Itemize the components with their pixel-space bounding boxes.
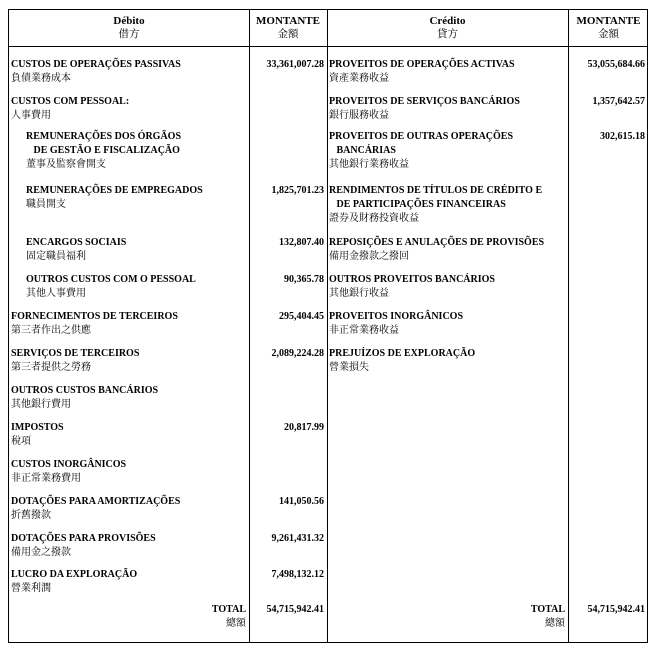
debit-item-label: LUCRO DA EXPLORAÇÃO bbox=[11, 569, 138, 580]
debit-item-label: OUTROS CUSTOS BANCÁRIOS bbox=[11, 385, 159, 396]
credit-item-label: PROVEITOS DE SERVIÇOS BANCÁRIOS bbox=[329, 96, 520, 107]
debit-item-label-zh: 負債業務成本 bbox=[11, 73, 71, 84]
debit-amount: 2,089,224.28 bbox=[271, 348, 324, 359]
amount-right-header bbox=[568, 15, 649, 41]
debit-item-label-zh: 職員開支 bbox=[26, 199, 66, 210]
debit-amount: 141,050.56 bbox=[279, 496, 324, 507]
debit-header bbox=[9, 15, 249, 41]
debit-item bbox=[11, 532, 156, 560]
credit-item-label-zh: 其他銀行業務收益 bbox=[329, 159, 409, 170]
debit-item-label-zh: 第三者提供之勞務 bbox=[11, 362, 91, 373]
amount-right-header-zh: 金額 bbox=[598, 29, 619, 40]
credit-item bbox=[329, 95, 520, 123]
credit-header-zh: 貸方 bbox=[437, 29, 458, 40]
debit-item bbox=[26, 236, 126, 264]
amount-right-header-pt: MONTANTE bbox=[576, 15, 641, 27]
debit-item-label-zh: 非正常業務費用 bbox=[11, 473, 81, 484]
debit-amount: 90,365.78 bbox=[284, 274, 324, 285]
total-label-pt: TOTAL bbox=[211, 604, 246, 615]
debit-item-label: CUSTOS COM PESSOAL: bbox=[11, 96, 130, 107]
debit-item-label: CUSTOS DE OPERAÇÕES PASSIVAS bbox=[11, 59, 181, 70]
credit-item-label: PREJUÍZOS DE EXPLORAÇÃO bbox=[329, 348, 476, 359]
credit-amount: 53,055,684.66 bbox=[587, 59, 645, 70]
debit-item-label: DOTAÇÕES PARA PROVISÕES bbox=[11, 533, 156, 544]
debit-item-label-zh: 稅項 bbox=[11, 436, 31, 447]
credit-item-label-zh: 營業損失 bbox=[329, 362, 369, 373]
debit-total-label bbox=[159, 603, 246, 631]
credit-item bbox=[329, 347, 475, 375]
debit-item-label-zh: 第三者作出之供應 bbox=[11, 325, 91, 336]
total-label-zh: 總額 bbox=[545, 618, 565, 629]
profit-loss-table bbox=[8, 9, 648, 643]
debit-item bbox=[11, 310, 178, 338]
debit-item-label-zh: 其他人事費用 bbox=[26, 288, 86, 299]
debit-amount: 33,361,007.28 bbox=[266, 59, 324, 70]
debit-amount: 7,498,132.12 bbox=[271, 569, 324, 580]
amount-left-header bbox=[249, 15, 327, 41]
debit-item-label: ENCARGOS SOCIAIS bbox=[26, 237, 127, 248]
header-divider bbox=[9, 46, 647, 47]
credit-amount: 1,357,642.57 bbox=[592, 96, 645, 107]
column-divider bbox=[327, 10, 328, 642]
debit-item-label: OUTROS CUSTOS COM O PESSOAL bbox=[26, 274, 196, 285]
debit-amount: 132,807.40 bbox=[279, 237, 324, 248]
credit-item-label: PROVEITOS DE OUTRAS OPERAÇÕES BANCÁRIAS bbox=[329, 131, 514, 156]
debit-item-label: REMUNERAÇÕES DOS ÓRGÃOS DE GESTÃO E FISCALIZAÇÃO bbox=[26, 131, 182, 156]
credit-item bbox=[329, 184, 542, 226]
credit-item-label-zh: 非正常業務收益 bbox=[329, 325, 399, 336]
debit-item-label-zh: 折舊撥款 bbox=[11, 510, 51, 521]
credit-item-label-zh: 證券及財務投資收益 bbox=[329, 213, 419, 224]
debit-amount: 9,261,431.32 bbox=[271, 533, 324, 544]
credit-item bbox=[329, 130, 513, 172]
amount-left-header-zh: 金額 bbox=[277, 29, 299, 40]
debit-item-label: FORNECIMENTOS DE TERCEIROS bbox=[11, 311, 178, 322]
credit-item-label: PROVEITOS INORGÂNICOS bbox=[329, 311, 464, 322]
credit-item bbox=[329, 310, 463, 338]
debit-item bbox=[11, 384, 158, 412]
credit-header bbox=[327, 15, 568, 41]
debit-item-label-zh: 備用金之撥款 bbox=[11, 547, 71, 558]
debit-item-label-zh: 人事費用 bbox=[11, 110, 51, 121]
credit-item-label: OUTROS PROVEITOS BANCÁRIOS bbox=[329, 274, 495, 285]
debit-item-label: SERVIÇOS DE TERCEIROS bbox=[11, 348, 140, 359]
credit-item bbox=[329, 273, 495, 301]
total-label-zh: 總額 bbox=[226, 618, 246, 629]
amount-left-header-pt: MONTANTE bbox=[256, 15, 320, 27]
credit-item-label-zh: 其他銀行收益 bbox=[329, 288, 389, 299]
debit-item bbox=[11, 495, 180, 523]
debit-item bbox=[26, 130, 181, 172]
credit-item-label: PROVEITOS DE OPERAÇÕES ACTIVAS bbox=[329, 59, 515, 70]
debit-item-label-zh: 固定職員福利 bbox=[26, 251, 86, 262]
debit-item bbox=[26, 184, 203, 212]
credit-total-amount: 54,715,942.41 bbox=[587, 604, 645, 615]
debit-header-pt: Débito bbox=[113, 15, 145, 27]
credit-item bbox=[329, 58, 515, 86]
credit-item bbox=[329, 236, 544, 264]
credit-item-label-zh: 銀行服務收益 bbox=[329, 110, 389, 121]
debit-item-label: CUSTOS INORGÂNICOS bbox=[11, 459, 127, 470]
debit-item-label-zh: 董事及監察會開支 bbox=[26, 159, 106, 170]
debit-item bbox=[11, 347, 139, 375]
credit-header-pt: Crédito bbox=[429, 15, 466, 27]
debit-item-label: IMPOSTOS bbox=[11, 422, 64, 433]
credit-item-label-zh: 資產業務收益 bbox=[329, 73, 389, 84]
debit-item bbox=[11, 58, 181, 86]
debit-amount: 20,817.99 bbox=[284, 422, 324, 433]
debit-item-label-zh: 營業利潤 bbox=[11, 583, 51, 594]
debit-item bbox=[11, 421, 64, 449]
debit-item-label: DOTAÇÕES PARA AMORTIZAÇÕES bbox=[11, 496, 181, 507]
credit-total-label bbox=[479, 603, 565, 631]
credit-item-label-zh: 備用金撥款之撥回 bbox=[329, 251, 409, 262]
debit-total-amount: 54,715,942.41 bbox=[266, 604, 324, 615]
debit-amount: 1,825,701.23 bbox=[271, 185, 324, 196]
debit-item bbox=[11, 95, 129, 123]
credit-item-label: RENDIMENTOS DE TÍTULOS DE CRÉDITO E DE PARTICIPAÇÕES FINANCEIRAS bbox=[329, 185, 543, 210]
debit-item bbox=[26, 273, 196, 301]
debit-amount: 295,404.45 bbox=[279, 311, 324, 322]
column-divider bbox=[249, 10, 250, 642]
debit-item-label: REMUNERAÇÕES DE EMPREGADOS bbox=[26, 185, 203, 196]
debit-item-label-zh: 其他銀行費用 bbox=[11, 399, 71, 410]
debit-item bbox=[11, 458, 126, 486]
total-label-pt: TOTAL bbox=[530, 604, 565, 615]
credit-item-label: REPOSIÇÕES E ANULAÇÕES DE PROVISÕES bbox=[329, 237, 545, 248]
credit-amount: 302,615.18 bbox=[600, 131, 645, 142]
debit-header-zh: 借方 bbox=[118, 29, 140, 40]
debit-item bbox=[11, 568, 137, 596]
